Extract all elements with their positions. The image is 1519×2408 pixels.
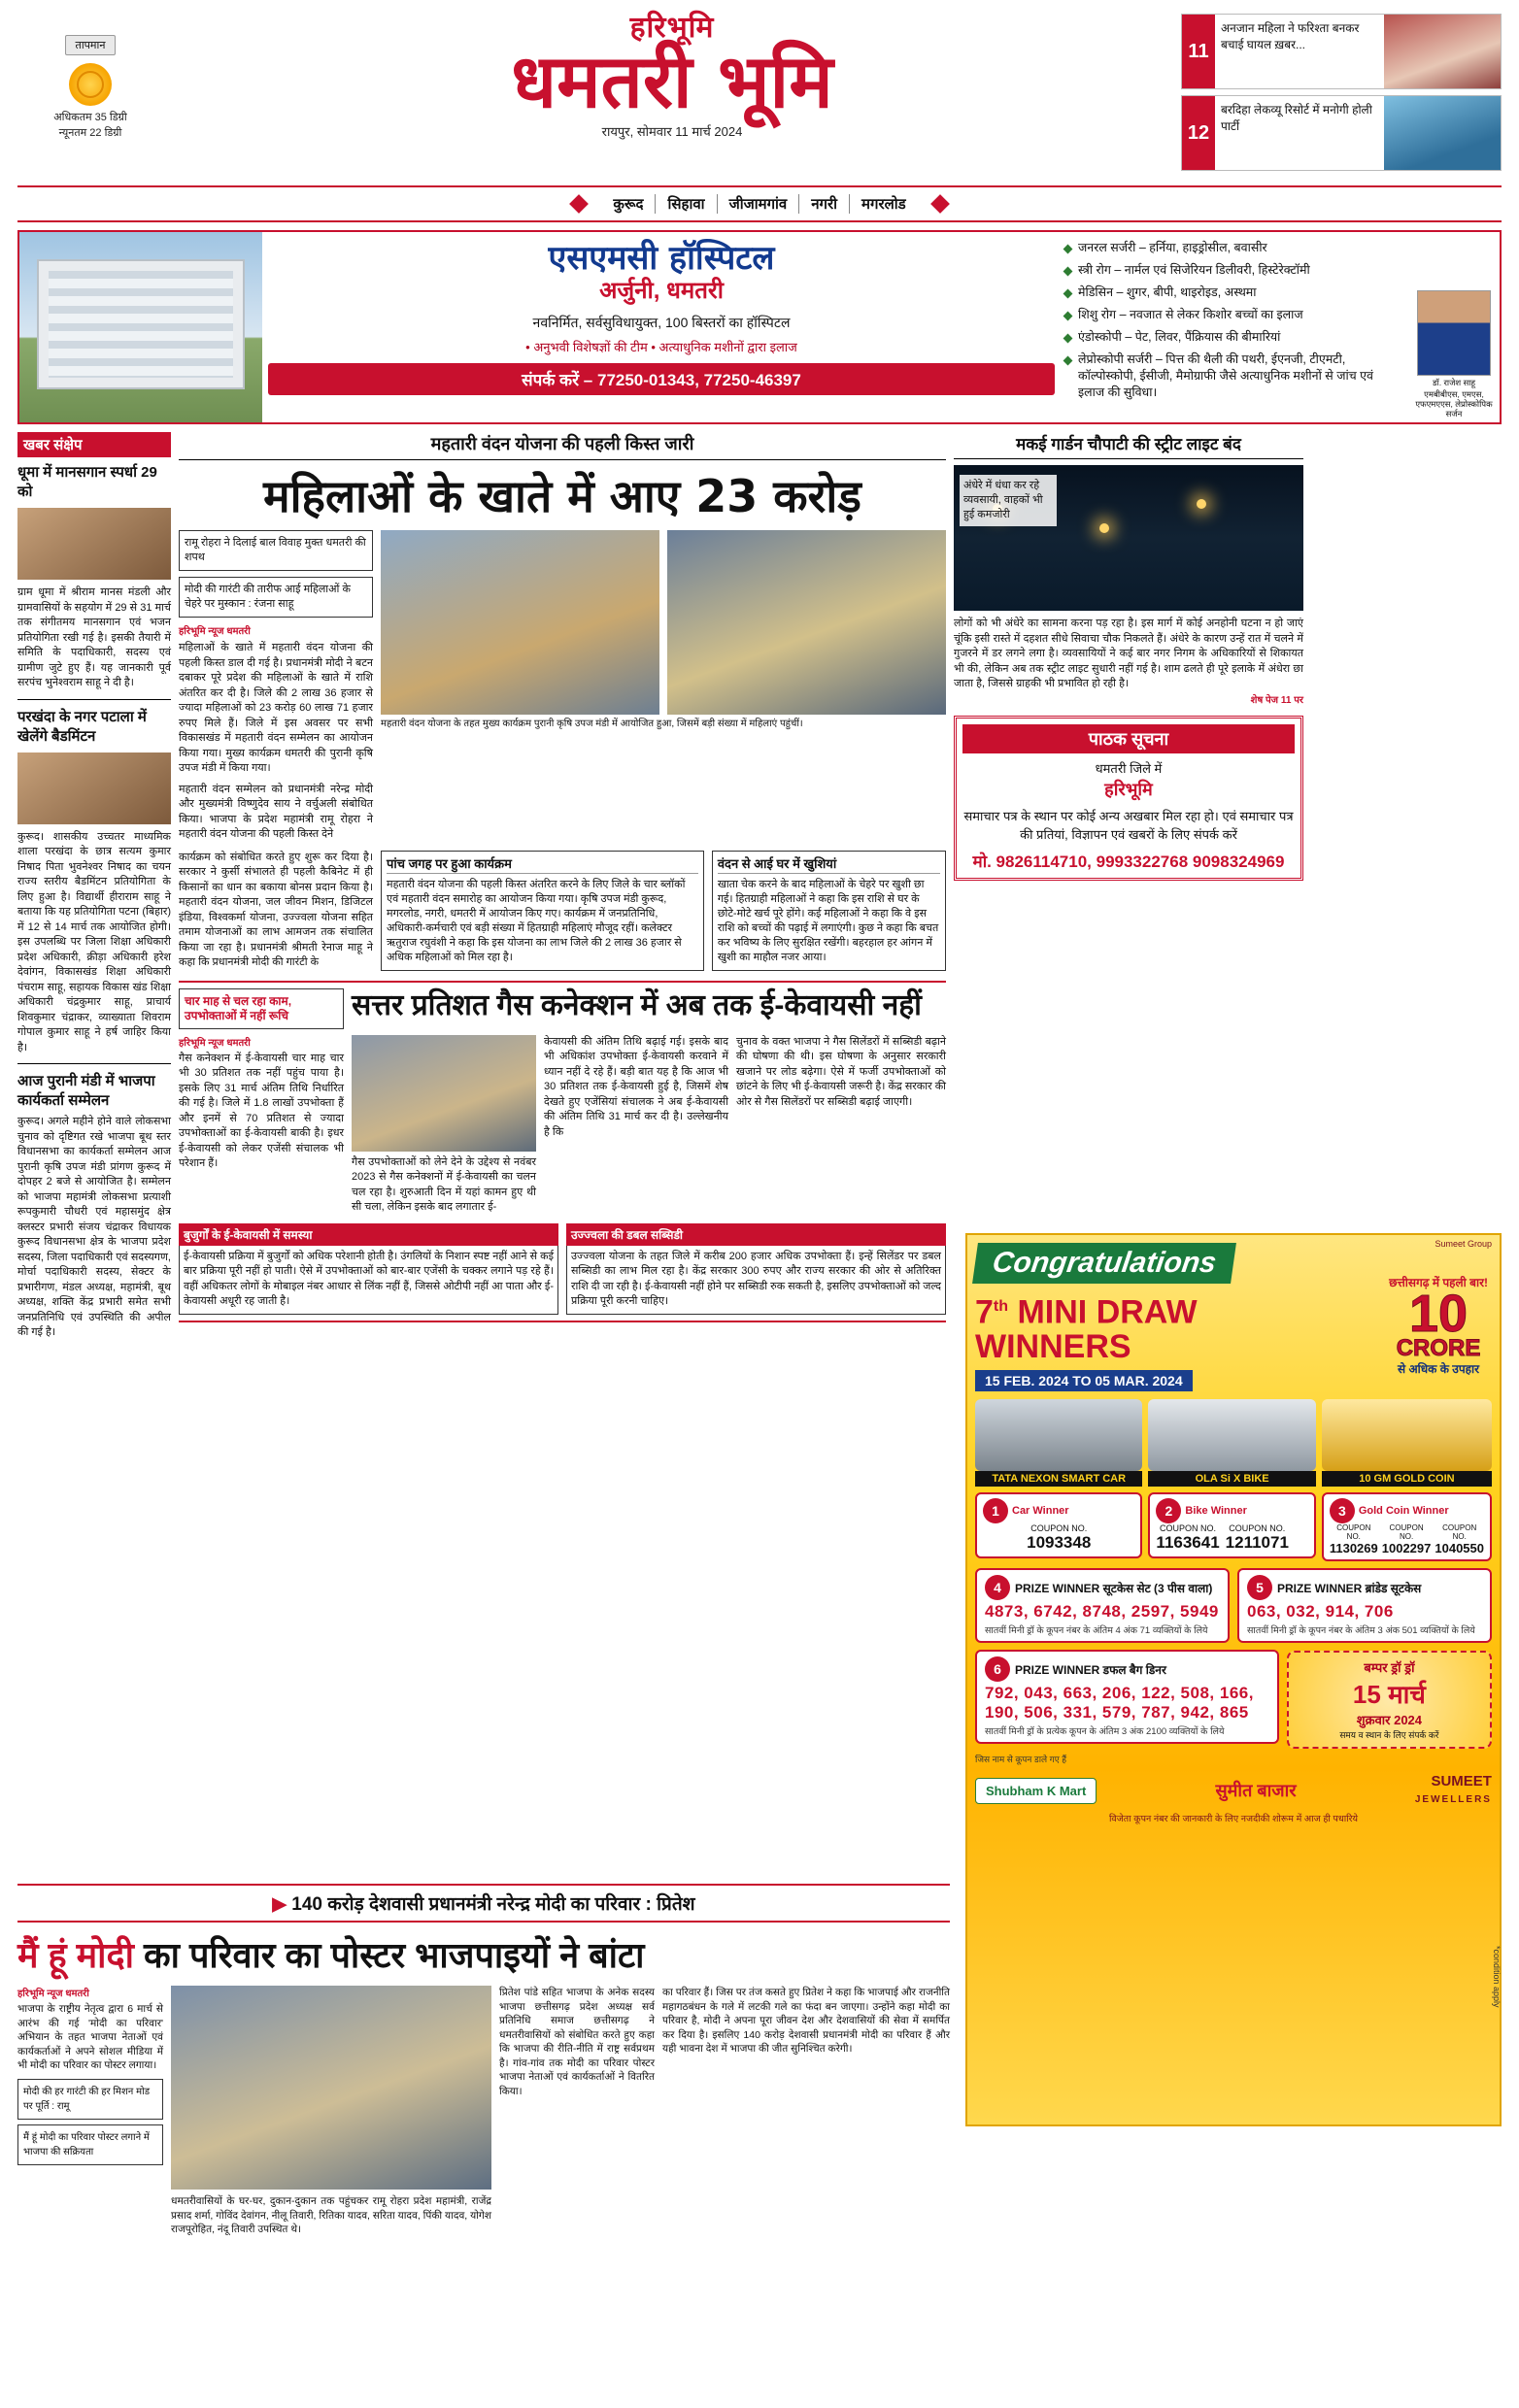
hospital-ad-text xyxy=(262,232,1061,422)
bumper-draw-box xyxy=(1287,1651,1492,1749)
brief-body: कुरूद। अगले महीने होने वाले लोकसभा चुनाव को दृष्टिगत रखे भाजपा बूथ स्तर विधानसभा का कार्यकर्ता सम्मेलन आज पुरानी कृषि उपज मंडी प्रांगण कुरूद में दोपहर 2 बजे से आयोजित है। सम्मेलन को भाजपा महामंत्री लोकसभा प्रत्याशी रूपकुमारी चौधरी एवं महासमुंद क्षेत्र क्लस्टर प्रभारी संजय चंद्राकर विधायक कुरूद विधानसभा क्षेत्र के भाजपा प्रदेश सदस्य, जिला पदाधिकारी एवं सदस्यगण, मोर्चा पदाधिकारी सदस्य, सेक्टर के प्रभारीगण, मंडल अध्यक्ष, महामंत्री, बूथ अध्यक्ष, शक्ति केंद्र प्रभारी समेत सभी जनप्रतिनिधि एवं उपस्थिति की अपील की गई है। xyxy=(17,1116,171,1338)
shop-badge[interactable] xyxy=(975,1778,1097,1804)
coupon-number: 1211071 xyxy=(1225,1533,1289,1553)
bumper-note: समय व स्थान के लिए संपर्क करें xyxy=(1339,1730,1439,1741)
ad-footer xyxy=(975,1773,1492,1808)
hospital-photo xyxy=(19,232,262,422)
street-light-photo xyxy=(954,465,1303,611)
prize-number-badge: 5 xyxy=(1247,1575,1272,1600)
prize-number-badge: 1 xyxy=(983,1498,1008,1523)
temp-min: न्यूनतम 22 डिग्री xyxy=(58,127,122,139)
bike-image xyxy=(1148,1399,1315,1471)
hospital-tagline-2: • अनुभवी विशेषज्ञों की टीम • अत्याधुनिक मशीनों द्वारा इलाज xyxy=(525,340,797,354)
coupon-number: 1040550 xyxy=(1435,1541,1484,1556)
draw-ordinal: th xyxy=(993,1298,1009,1315)
bumper-label: बम्पर ड्रॉ ड्रॉ xyxy=(1364,1660,1415,1676)
story-photo xyxy=(667,530,946,715)
congratulations-ribbon: Congratulations xyxy=(972,1243,1236,1284)
gas-col-3: केवायसी की अंतिम तिथि बढ़ाई गई। इसके बाद भी अधिकांश उपभोक्ता ई-केवायसी करवाने में ध्यान नहीं दे रहे हैं। बड़ी बात यह है कि आज भी 30 प्रतिशत तक ई-केवायसी हुई है, जिसमें शेष देखते हुए एजेंसियां संचालक ने अब ई-केवायसी की अंतिम तिथि 31 मार्च कर दी है। उल्लेखनीय है कि xyxy=(544,1035,728,1138)
prize-number-badge: 2 xyxy=(1156,1498,1181,1523)
prize-list-title: PRIZE WINNER ब्रांडेड सूटकेस xyxy=(1277,1581,1422,1595)
bumper-date: 15 मार्च xyxy=(1352,1680,1426,1710)
hospital-place: अर्जुनी, धमतरी xyxy=(599,278,724,304)
bottom-columns xyxy=(17,1986,950,2237)
cg-first-label: छत्तीसगढ़ में पहली बार! xyxy=(1389,1276,1488,1289)
promo-text: बरदिहा लेकव्यू रिसोर्ट में मनाेगी होली पार्टी xyxy=(1221,103,1372,133)
weather-label: तापमान xyxy=(65,35,117,55)
bottom-photo xyxy=(171,1986,491,2190)
crore-badge xyxy=(1389,1274,1488,1377)
gas-sub2-title: उज्ज्वला की डबल सब्सिडी xyxy=(566,1223,946,1246)
promo-item[interactable] xyxy=(1181,95,1502,171)
hospital-services xyxy=(1061,232,1500,422)
khabar-sankshep-header: खबर संक्षेप xyxy=(17,432,171,457)
winner-label: Gold Coin Winner xyxy=(1358,1505,1449,1518)
sidebar-box-1-body: महतारी वंदन योजना की पहली किस्त अंतरित करने के लिए जिले के चार ब्लॉकों एवं महतारी वंदन समारोह का आयोजन किया गया। कृषि उपज मंडी कुरूद, मगरलोड, नगरी, धमतरी में आयोजन किए गए। कार्यक्रम में जनप्रतिनिधि, अधिकारी-कर्मचारी एवं बड़ी संख्या में हितग्राही महिलाएं मौजूद रहीं। कलेक्टर ऋतुराज रघुवंशी ने कहा कि इस योजना का लाभ जिले की 2 लाख 36 हजार से अधिक महिलाओं को मिल रहा है। xyxy=(387,878,686,963)
draw-dates: 15 FEB. 2024 TO 05 MAR. 2024 xyxy=(975,1370,1193,1391)
lead-para-3: कार्यक्रम को संबोधित करते हुए शुरू कर दिया है। सरकार ने कुर्सी संभालते ही पहली कैबिनेट में ही किसानों का धान का बकाया बोनस प्रदान किया है। महतारी वंदन योजना, जल जीवन मिशन, डिजिटल इंडिया, विश्वकर्मा योजना, उज्ज्वला योजना सहित तमाम योजनाओं का लाभ आमजन तक संचालित किया जा रहा है। प्रधानमंत्री श्रीमती रेनाज माहू ने कहा कि प्रधानमंत्री मोदी की गारंटी के xyxy=(179,851,373,968)
prize-car xyxy=(975,1399,1142,1561)
nav-item-nagri[interactable]: नगरी xyxy=(799,194,850,214)
coupon-label: COUPON NO. xyxy=(1030,1523,1088,1534)
edition-nav xyxy=(17,185,1502,222)
diamond-icon xyxy=(569,194,589,214)
condition-apply: *condition apply xyxy=(1492,1946,1502,2008)
car-image xyxy=(975,1399,1142,1471)
service-item: मेडिसिन – शुगर, बीपी, थाइरोइड, अस्थमा xyxy=(1064,284,1492,301)
coupon-number: 1093348 xyxy=(1027,1533,1092,1553)
notice-brand: हरिभूमि xyxy=(1104,779,1153,799)
gas-story xyxy=(179,981,946,1322)
coupon-number: 1130269 xyxy=(1329,1541,1378,1556)
prize-list-note: सातवीं मिनी ड्रॉ के कूपन नंबर के अंतिम 4 अंक 71 व्यक्तियों के लिये xyxy=(985,1625,1208,1637)
sidebar-box-1-title: पांच जगह पर हुआ कार्यक्रम xyxy=(387,856,698,874)
bottom-bullet-2: मैं हूं मोदी का परिवार पोस्टर लगाने में भाजपा की सक्रियता xyxy=(17,2124,163,2165)
prize-gold xyxy=(1322,1399,1492,1561)
coupon-label: COUPON NO. xyxy=(1229,1523,1286,1534)
service-item: शिशु रोग – नवजात से लेकर किशोर बच्चों का इलाज xyxy=(1064,307,1492,323)
crore-word: CRORE xyxy=(1396,1335,1481,1361)
bottom-col-4: का परिवार हैं। जिस पर तंज कसते हुए प्रितेश ने कहा कि भाजपाई और राजनीति महागठबंधन के गले में लटकी गले का फंदा बन जाएगा। उन्होंने कहा मोदी का परिवार है, मोदी ने अपना पूरा जीवन देश और देशवासियों की सेवा में समर्पित कर दिया है। इसलिए 140 करोड़ देशवासी प्रधानमंत्री मोदी का परिवार हैं और यही भावना देश में भाजपा की जीत सुनिश्चित करेगी। xyxy=(662,1987,950,2055)
doctor-qualification: एमबीबीएस, एमएस, एफएमएएस, लेप्रोस्कोपिक सर्जन xyxy=(1415,389,1493,418)
reader-notice-box xyxy=(954,716,1303,881)
prize-list-4 xyxy=(975,1568,1230,1643)
doctor-name: डॉ. राजेश साहू xyxy=(1432,378,1476,387)
lead-photo-col xyxy=(381,530,946,843)
bottom-band-text: 140 करोड़ देशवासी प्रधानमंत्री नरेन्द्र मोदी का परिवार : प्रितेश xyxy=(291,1894,695,1915)
temp-max: अधिकतम 35 डिग्री xyxy=(53,112,127,123)
photo-caption: महतारी वंदन योजना के तहत मुख्य कार्यक्रम पुरानी कृषि उपज मंडी में आयोजित हुआ, जिसमें बड़ी संख्या में महिलाएं पहुंचीं। xyxy=(381,719,803,729)
right-story-body: लोगों को भी अंधेरे का सामना करना पड़ रहा है। इस मार्ग में कोई अनहोनी घटना न हो जाएं चूंकि इसी रास्ते में दहशत सीधे सिवाचा चौक निकलते हैं। अंधेरे के कारण उन्हें रात में चलने में गुजरने में डर लगने लगा है। व्यवसायियों ने कई बार नगर निगम के अधिकारियों से शिकायत भी की, लेकिन अब तक स्ट्रीट लाइट सुधारी नहीं गई है। शाम ढलते ही पूरे इलाके में अंधेरा छा जाता है, जिससे ग्राहकी भी प्रभावित हो रही है। xyxy=(954,618,1303,689)
ad-brand-top: Sumeet Group xyxy=(1435,1239,1492,1249)
prize-number-badge: 3 xyxy=(1330,1498,1355,1523)
winner-label: Bike Winner xyxy=(1185,1505,1247,1518)
ad-footer-note: विजेता कूपन नंबर की जानकारी के लिए नजदीकी शोरूम में आज ही पधारिये xyxy=(1108,1814,1359,1825)
promo-thumbnail xyxy=(1384,15,1501,88)
nav-item-magarlod[interactable]: मगरलोड xyxy=(861,196,906,213)
coupon-number: 1163641 xyxy=(1156,1533,1220,1553)
sidebar-box-2-title: वंदन से आई घर में खुशियां xyxy=(718,856,940,874)
promo-text: अनजान महिला ने फरिश्ता बनकर बचाई घायल ख़बर... xyxy=(1221,21,1360,51)
weather-box xyxy=(17,14,163,141)
sidebar-box-1 xyxy=(381,851,704,971)
gas-photo xyxy=(352,1035,536,1152)
coupon-label: COUPON NO. xyxy=(1442,1523,1477,1542)
prize-label: 10 GM GOLD COIN xyxy=(1322,1471,1492,1487)
promo-thumbnail xyxy=(1384,96,1501,170)
main-content-grid xyxy=(17,432,1502,1341)
coupon-number: 1002297 xyxy=(1381,1541,1432,1556)
draw-number: 7 xyxy=(975,1293,994,1331)
masthead-title-block xyxy=(163,11,1181,140)
gas-col-1: गैस कनेक्शन में ई-केवायसी चार माह चार भी 30 प्रतिशत तक नहीं पहुंच पाया है। इसके लिए 31 मार्च अंतिम तिथि निर्धारित की गई है। जिले में 1.8 लाखों उपभोक्ता हैं और इनमें से 70 प्रतिशत से ज्यादा उपभोक्ताओं का ई-केवायसी बाकी है। इधर ई-केवायसी को लेकर एजेंसी संचालक भी परेशान हैं। xyxy=(179,1052,344,1169)
prize-list-note: सातवीं मिनी ड्रॉ के कूपन नंबर के अंतिम 3 अंक 501 व्यक्तियों के लिये xyxy=(1247,1625,1475,1637)
prize-list-6 xyxy=(975,1650,1279,1744)
promo-list xyxy=(1181,14,1502,171)
crore-number: 10 xyxy=(1409,1285,1468,1343)
notice-phone-numbers[interactable]: मो. 9826114710, 9993322768 9098324969 xyxy=(972,852,1285,871)
hospital-name: एसएमसी हॉस्पिटल xyxy=(548,239,775,278)
bottom-byline: हरिभूमि न्यूज धमतरी xyxy=(17,1989,89,1999)
bottom-col-2: प्रितेश पांडे सहित भाजपा के अनेक सदस्य भाजपा छत्तीसगढ़ प्रदेश अध्यक्ष सर्व प्रतिनिधि समाज छत्तीसगढ़ ने धमतरीवासियों को संबोधित करते हुए कहा कि भाजपा की रीति-नीति में राष्ट्र सर्वप्रथम है। गांव-गांव तक मोदी का परिवार पोस्टर भाजपा नेताओं एवं कार्यकर्ताओं ने वितरित किया। xyxy=(499,1987,655,2097)
prize-label: TATA NEXON SMART CAR xyxy=(975,1471,1142,1487)
brief-body: कुरूद। शासकीय उच्चतर माध्यमिक शाला परखंदा के छात्र सत्यम कुमार निषाद पिता भुवनेश्वर निषाद का चयन राज्य स्तरीय बैडमिंटन प्रतियोगिता के लिए हुआ है। विद्यार्थी हीराराम साहू ने बताया कि यह प्रतियोगिता पटना (बिहार) में 12 से 14 मार्च तक आयोजित होगी। इस उपलब्धि पर जिला शिक्षा अधिकारी प्रदेश अधिकारी, क्रीड़ा अधिकारी हरेश देवांगन, विकासखंड शिक्षा अधिकारी पंचराम साहू, सहायक विकास खंड शिक्षा अधिकारी चंद्रकुमार साहू, प्राचार्य शिवकुमार चंद्राकर, व्याख्याता शिवराम गोपाल कुमार साहू ने हर्ष जाहिर किया है। xyxy=(17,830,171,1054)
bottom-headline[interactable] xyxy=(17,1930,950,1978)
hospital-building xyxy=(37,259,245,389)
nav-item-sihawa[interactable]: सिहावा xyxy=(656,194,717,214)
shop-name: Shubham K Mart xyxy=(986,1783,1087,1798)
ad-small-note: जिस नाम से कूपन डाले गए हैं xyxy=(975,1755,1066,1765)
doctor-photo xyxy=(1417,290,1491,376)
draw-label: MINI DRAW xyxy=(1017,1293,1198,1331)
car-winner-box xyxy=(975,1492,1142,1558)
middle-column xyxy=(179,432,946,1341)
bottom-bullet-1: मोदी की हर गारंटी की हर मिशन मोड पर पूर्ति : रामू xyxy=(17,2079,163,2120)
hospital-advertisement[interactable] xyxy=(17,230,1502,424)
bullet-point: रामू रोहरा ने दिलाई बाल विवाह मुक्त धमतरी की शपथ xyxy=(179,530,373,571)
gas-sub1-title: बुजुर्गों के ई-केवायसी में समस्या xyxy=(179,1223,558,1246)
right-story-headline[interactable]: मकई गार्डन चौपाटी की स्ट्रीट लाइट बंद xyxy=(954,432,1303,459)
bullet-point: मोदी की गारंटी की तारीफ आई महिलाओं के चेहरे पर मुस्कान : रंजना साहू xyxy=(179,577,373,618)
prize-number-badge: 6 xyxy=(985,1656,1010,1682)
service-item: लेप्रोस्कोपी सर्जरी – पित्त की थैली की पथरी, ईएनजी, टीएमटी, कॉल्पोस्कोपी, ईसीजी, मैमोग्राफी जैसे अत्याधुनिक मशीनों से जांच एवं इलाज की सुविधा। xyxy=(1064,351,1399,401)
continuation-note: शेष पेज 11 पर xyxy=(1250,694,1303,706)
bottom-headline-red: मैं हूं मोदी xyxy=(17,1935,134,1975)
brand-name-large: धमतरी भूमि xyxy=(511,38,833,124)
sun-icon xyxy=(69,63,112,106)
ad-title xyxy=(975,1289,1266,1364)
bottom-headline-rest: का परिवार का पोस्टर भाजपाइयों ने बांटा xyxy=(143,1935,645,1975)
gas-sub2-body: उज्ज्वला योजना के तहत जिले में करीब 200 हजार अधिक उपभोक्ता हैं। इन्हें सिलेंडर पर डबल सब्सिडी का लाभ मिल रहा है। केंद्र सरकार 300 रुपए और राज्य सरकार की ओर से अतिरिक्त राशि दी जा रही है। ई-केवायसी नहीं होने पर सब्सिडी रुक सकती है, इसलिए उपभोक्ताओं को जल्द प्रक्रिया पूरी करनी चाहिए। xyxy=(566,1246,946,1315)
bottom-col-1: भाजपा के राष्ट्रीय नेतृत्व द्वारा 6 मार्च से आरंभ की गई 'मोदी का परिवार' अभियान के तहत भाजपा नेताओं एवं कार्यकर्ताओं ने अपने सोशल मीडिया में भी मोदी का परिवार का पोस्टर लगाया। xyxy=(17,2003,163,2071)
nav-item-kurud[interactable]: कुरूद xyxy=(601,194,656,214)
lottery-advertisement[interactable] xyxy=(965,1233,1502,2126)
right-column xyxy=(954,432,1303,1341)
prize-list-numbers: 063, 032, 914, 706 xyxy=(1247,1602,1394,1622)
prize-list-numbers: 4873, 6742, 8748, 2597, 5949 xyxy=(985,1602,1219,1622)
service-item: एंडोस्कोपी – पेट, लिवर, पैंक्रियास की बीमारियां xyxy=(1064,329,1492,346)
prize-list-numbers: 792, 043, 663, 206, 122, 508, 166, 190, 506, 331, 579, 787, 942, 865 xyxy=(985,1684,1254,1722)
brand-subtitle: JEWELLERS xyxy=(1414,1794,1492,1806)
story-photo xyxy=(381,530,659,715)
winners-label: WINNERS xyxy=(975,1328,1131,1366)
notice-line-1: धमतरी जिले में xyxy=(1095,760,1163,776)
coupon-label: COUPON NO. xyxy=(1336,1523,1371,1542)
coupon-label: COUPON NO. xyxy=(1160,1523,1217,1534)
gas-eyebrow: चार माह से चल रहा काम, उपभोक्ताओं में नहीं रूचि xyxy=(179,988,344,1029)
hospital-tagline: नवनिर्मित, सर्वसुविधायुक्त, 100 बिस्तरों का हॉस्पिटल xyxy=(532,315,791,330)
prize-list-title: PRIZE WINNER सूटकेस सेट (3 पीस वाला) xyxy=(1015,1581,1213,1595)
gold-winner-box xyxy=(1322,1492,1492,1561)
brand-name-small: हरिभूमि xyxy=(629,11,715,45)
lead-intro: महिलाओं के खाते में महतारी वंदन योजना की पहली किस्त डाल दी गई है। प्रधानमंत्री मोदी ने बटन दबाकर पूरे प्रदेश की महिलाओं के खाते में राशि अंतरित कर दी है। जिले की 2 लाख 36 हजार से ज्यादा महिलाओं को 23 करोड़ 60 लाख 71 हजार रुपए मिले हैं। जिले में इस अवसर पर सभी विकासखंड में महतारी वंदन सम्मेलन का आयोजन किया गया। मुख्य कार्यक्रम धमतरी की पुरानी कृषि उपज मंडी में किया गया। xyxy=(179,642,373,774)
photo-caption-overlay: अंधेरे में धंधा कर रहे व्यवसायी, वाहकों भी हुई कमजोरी xyxy=(960,475,1057,526)
brief-headline[interactable]: आज पुरानी मंडी में भाजपा कार्यकर्ता सम्मेलन xyxy=(17,1073,155,1109)
gas-col-2: गैस उपभोक्ताओं को लेने देने के उद्देश्य से नवंबर 2023 से गैस कनेक्शनों में ई-केवायसी का चलन चल रहा है। शुरुआती दिन में यहां कामन हुए थी सी चला, लेकिन इसके बाद लगातार ई- xyxy=(352,1155,536,1213)
prize-list-5 xyxy=(1237,1568,1492,1643)
gas-headline[interactable]: सत्तर प्रतिशत गैस कनेक्शन में अब तक ई-केवायसी नहीं xyxy=(352,988,922,1021)
main-headline[interactable]: महिलाओं के खाते में आए 23 करोड़ xyxy=(263,470,861,522)
notice-header: पाठक सूचना xyxy=(962,724,1295,753)
bike-winner-box xyxy=(1148,1492,1315,1558)
sidebar-box-2-body: खाता चेक करने के बाद महिलाओं के चेहरे पर खुशी छा गई। हितग्राही महिलाओं ने कहा कि इस राशि से घर के छोटे-मोटे खर्च पूरे होंगे। कई महिलाओं ने कहा कि वे इस राशि को बच्चों की पढ़ाई में लगाएंगी। कुछ ने कहा कि बचत कर भविष्य के लिए सुरक्षित रखेंगी। बहरहाल हर आंगन में खुशी का माहौल नजर आया। xyxy=(717,878,939,963)
service-item: जनरल सर्जरी – हर्निया, हाइड्रोसील, बवासीर xyxy=(1064,240,1492,256)
promo-item[interactable] xyxy=(1181,14,1502,89)
promo-page-number: 12 xyxy=(1182,96,1215,170)
winner-label: Car Winner xyxy=(1012,1505,1069,1518)
prize-list-note: सातवीं मिनी ड्रॉ के प्रत्येक कूपन के अंतिम 3 अंक 2100 व्यक्तियों के लिये xyxy=(985,1726,1225,1738)
lead-para-2: महतारी वंदन सम्मेलन को प्रधानमंत्री नरेन्द्र मोदी और मुख्यमंत्री विष्णुदेव साय ने वर्चुअली संबोधित किया। भाजपा के प्रदेश महामंत्री रामू रोहरा ने महतारी वंदन योजना की पहली किस्त देने xyxy=(179,783,373,840)
doctor-profile xyxy=(1412,290,1496,418)
lead-story-row xyxy=(179,530,946,843)
notice-line-2: समाचार पत्र के स्थान पर कोई अन्य अखबार मिल रहा हो। एवं समाचार पत्र की प्रतियां, विज्ञापन एवं खबरों के लिए संपर्क करें xyxy=(963,808,1294,842)
brief-photo xyxy=(17,508,171,580)
bumper-day: शुक्रवार 2024 xyxy=(1356,1713,1423,1728)
bottom-col-3: धमतरीवासियों के घर-घर, दुकान-दुकान तक पहुंचकर रामू रोहरा प्रदेश महामंत्री, राजेंद्र प्रसाद शर्मा, गोविंद देवांगन, नीलू तिवारी, रितिका यादव, सरिता यादव, पिंकी यादव, योगेश राजपूरोहित, नंदू तिवारी उपस्थित थे। xyxy=(171,2195,491,2235)
promo-page-number: 11 xyxy=(1182,15,1215,88)
lead-left-col xyxy=(179,530,373,843)
gas-byline: हरिभूमि न्यूज धमतरी xyxy=(179,1037,251,1049)
left-column xyxy=(17,432,171,1341)
prize-list-title: PRIZE WINNER डफल बैग डिनर xyxy=(1015,1662,1166,1677)
hospital-contact-number: 77250-01343, 77250-46397 xyxy=(596,371,801,389)
bottom-band: ▶ 140 करोड़ देशवासी प्रधानमंत्री नरेन्द्र मोदी का परिवार : प्रितेश xyxy=(17,1884,950,1923)
service-item: स्त्री रोग – नार्मल एवं सिजेरियन डिलीवरी, हिस्टेरेक्टॉमी xyxy=(1064,262,1492,279)
brief-headline[interactable]: धूमा में मानसगान स्पर्धा 29 को xyxy=(17,464,157,500)
hospital-contact[interactable] xyxy=(268,363,1055,395)
sidebar-boxes-row xyxy=(179,851,946,971)
gold-coin-image xyxy=(1322,1399,1492,1471)
gas-sub1-body: ई-केवायसी प्रक्रिया में बुजुर्गों को अधिक परेशानी होती है। उंगलियों के निशान स्पष्ट नहीं आने से कई बार प्रक्रिया पूरी नहीं हो पाती। ऐसे में उपभोक्ताओं को बार-बार एजेंसी के चक्कर लगाने पड़ रहे हैं। वहीं अधिकतर लोगों के मोबाइल नंबर आधार से लिंक नहीं हैं, जिससे ओटीपी नहीं आ पाता और ई-केवायसी अधूरी रह जाती है। xyxy=(179,1246,558,1315)
masthead xyxy=(17,0,1502,180)
sidebar-box-2 xyxy=(712,851,946,971)
divider xyxy=(17,1063,171,1064)
hospital-contact-label: संपर्क करें – xyxy=(522,371,593,389)
divider xyxy=(17,699,171,700)
prize-number-badge: 4 xyxy=(985,1575,1010,1600)
brief-photo xyxy=(17,752,171,824)
brief-headline[interactable]: परखंदा के नगर पटाला में खेलेंगे बैडमिंटन xyxy=(17,708,147,745)
diamond-icon xyxy=(930,194,950,214)
gas-col-4: चुनाव के वक्त भाजपा ने गैस सिलेंडरों में सब्सिडी बढ़ाने की घोषणा की थी। इस घोषणा के अनुसार सरकारी खजाने पर लोड बढ़ेगा। ऐसे में फर्जी उपभोक्ताओं को छांटने के लिए भी ई-केवायसी जरूरी है। केंद्र सरकार की ओर से गैस सिलेंडरों पर सब्सिडी बढ़ाई जाएगी। xyxy=(736,1035,946,1108)
brand-name: SUMEET xyxy=(1431,1773,1492,1790)
brief-body: ग्राम धूमा में श्रीराम मानस मंडली और ग्रामवासियों के सहयोग में 29 से 31 मार्च तक संगीतमय मानसगान एवं भजन प्रतियोगिता रखी गई है। इसकी तैयारी में समिति के पदाधिकारी, सदस्य एवं ग्रामीण जुटे हुए हैं। यह जानकारी पूर्व सरपंच भुनेश्वराम साहू ने दी है। xyxy=(17,586,171,688)
coupon-label: COUPON NO. xyxy=(1389,1523,1424,1542)
byline: हरिभूमि न्यूज धमतरी xyxy=(179,626,251,637)
prize-bike xyxy=(1148,1399,1315,1561)
sumeet-jewellers-logo xyxy=(1415,1773,1492,1808)
bottom-story xyxy=(17,1874,950,2237)
nav-item-jijamgaon[interactable]: जीजामगांव xyxy=(718,194,800,214)
dateline: रायपुर, सोमवार 11 मार्च 2024 xyxy=(601,124,743,139)
top-prizes-row xyxy=(975,1399,1492,1561)
crore-sub: से अधिक के उपहार xyxy=(1398,1362,1480,1376)
story-kicker: महतारी वंदन योजना की पहली किस्त जारी xyxy=(179,432,946,460)
sumeet-bazar-logo: सुमीत बाजार xyxy=(1215,1781,1297,1801)
prize-label: OLA Si X BIKE xyxy=(1148,1471,1315,1487)
